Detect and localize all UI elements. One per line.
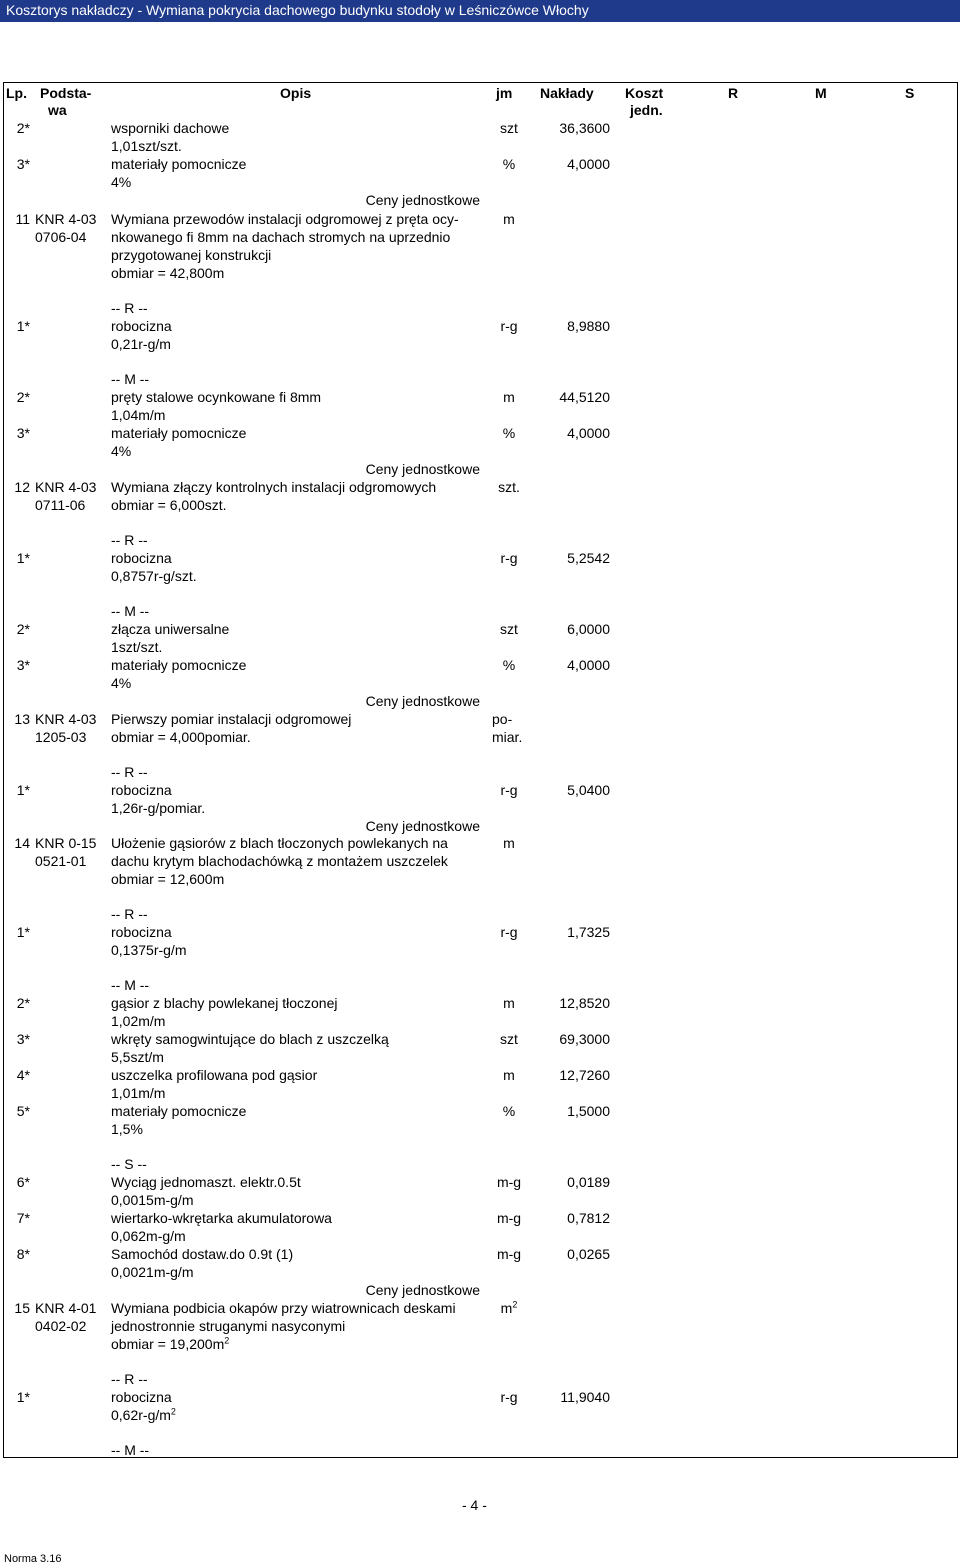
section-label-ceny: Ceny jednostkowe: [365, 818, 480, 834]
unit-cell: szt.: [498, 479, 520, 495]
description-text: Ułożenie gąsiorów z blach tłoczonych powlekanych na: [111, 835, 448, 851]
knr-basis: KNR 4-01: [35, 1300, 97, 1316]
header-koszt-cont: jedn.: [630, 102, 663, 118]
resource-number: 3*: [16, 657, 30, 673]
description-text: Wymiana przewodów instalacji odgromowej z pręta ocy-: [111, 211, 459, 227]
unit-cell: m-g: [496, 1210, 522, 1226]
description-text: 4%: [111, 174, 132, 190]
resource-number: 3*: [16, 425, 30, 441]
description-text: materiały pomocnicze: [111, 657, 247, 673]
description-text: robocizna: [111, 1389, 172, 1405]
quantity-value: 6,0000: [567, 621, 610, 637]
unit-cell: r-g: [500, 318, 518, 334]
description-text: -- M --: [111, 1442, 150, 1458]
description-text: -- R --: [111, 1371, 148, 1387]
resource-number: 1*: [16, 924, 30, 940]
description-text: 0,1375r-g/m: [111, 942, 187, 958]
unit-cell: m: [503, 211, 515, 227]
table-border-top: [3, 82, 958, 83]
unit-cell: po-: [492, 711, 513, 727]
header-podstawa-cont: wa: [48, 102, 67, 118]
description-text: wkręty samogwintujące do blach z uszczelką: [111, 1031, 389, 1047]
knr-basis: KNR 0-15: [35, 835, 97, 851]
description-text: materiały pomocnicze: [111, 156, 247, 172]
description-text: Pierwszy pomiar instalacji odgromowej: [111, 711, 352, 727]
section-label-ceny: Ceny jednostkowe: [365, 192, 480, 208]
description-text: Wymiana podbicia okapów przy wiatrownicach deskami: [111, 1300, 456, 1316]
description-text: 0,21r-g/m: [111, 336, 171, 352]
quantity-value: 1,5000: [567, 1103, 610, 1119]
header-m: M: [815, 85, 827, 101]
description-text: wiertarko-wkrętarka akumulatorowa: [111, 1210, 332, 1226]
header-koszt: Koszt: [625, 85, 664, 101]
description-text: 0,0021m-g/m: [111, 1264, 194, 1280]
description-text: -- S --: [111, 1156, 147, 1172]
knr-basis: KNR 4-03: [35, 479, 97, 495]
description-text: robocizna: [111, 924, 172, 940]
description-text: 5,5szt/m: [111, 1049, 164, 1065]
footer-norma: Norma 3.16: [4, 1553, 62, 1565]
description-text: 4%: [111, 443, 132, 459]
section-label-ceny: Ceny jednostkowe: [365, 461, 480, 477]
resource-number: 5*: [16, 1103, 30, 1119]
unit-cell: %: [502, 1103, 516, 1119]
knr-basis: KNR 4-03: [35, 711, 97, 727]
description-text: pręty stalowe ocynkowane fi 8mm: [111, 389, 322, 405]
unit-cell: m: [503, 995, 515, 1011]
item-number: 14: [14, 835, 30, 851]
unit-cell: szt: [500, 621, 518, 637]
description-text: obmiar = 6,000szt.: [111, 497, 227, 513]
unit-cell: miar.: [492, 729, 523, 745]
knr-basis: 0711-06: [35, 497, 86, 513]
resource-number: 1*: [16, 318, 30, 334]
quantity-value: 4,0000: [567, 425, 610, 441]
unit-cell: m: [503, 389, 515, 405]
description-text: Wymiana złączy kontrolnych instalacji odgromowych: [111, 479, 437, 495]
header-opis: Opis: [280, 85, 312, 101]
resource-number: 2*: [16, 389, 30, 405]
quantity-value: 11,9040: [560, 1389, 610, 1405]
description-text: obmiar = 42,800m: [111, 265, 225, 281]
description-text: 1szt/szt.: [111, 639, 163, 655]
knr-basis: KNR 4-03: [35, 211, 97, 227]
unit-cell: m: [503, 835, 515, 851]
resource-number: 1*: [16, 782, 30, 798]
resource-number: 1*: [16, 1389, 30, 1405]
document-title: Kosztorys nakładczy - Wymiana pokrycia dachowego budynku stodoły w Leśniczówce Włochy: [6, 2, 589, 18]
description-text: 1,01szt/szt.: [111, 138, 182, 154]
description-text: 0,0015m-g/m: [111, 1192, 194, 1208]
unit-cell: r-g: [500, 924, 518, 940]
description-text: -- R --: [111, 906, 148, 922]
header-naklady: Nakłady: [540, 85, 594, 101]
page-number: - 4 -: [462, 1497, 487, 1513]
resource-number: 1*: [16, 550, 30, 566]
knr-basis: 0521-01: [35, 853, 87, 869]
quantity-value: 5,2542: [567, 550, 610, 566]
quantity-value: 0,0189: [567, 1174, 610, 1190]
description-text: -- M --: [111, 603, 150, 619]
table-border-right: [957, 82, 958, 1458]
item-number: 11: [15, 211, 30, 227]
resource-number: 4*: [16, 1067, 30, 1083]
unit-cell: szt: [500, 1031, 518, 1047]
quantity-value: 44,5120: [559, 389, 610, 405]
unit-cell: r-g: [500, 550, 518, 566]
resource-number: 7*: [16, 1210, 30, 1226]
description-text: 1,26r-g/pomiar.: [111, 800, 206, 816]
resource-number: 2*: [16, 621, 30, 637]
description-text: uszczelka profilowana pod gąsior: [111, 1067, 318, 1083]
description-text: gąsior z blachy powlekanej tłoczonej: [111, 995, 338, 1011]
header-jm: jm: [496, 85, 513, 101]
header-r: R: [728, 85, 739, 101]
quantity-value: 8,9880: [567, 318, 610, 334]
resource-number: 3*: [16, 156, 30, 172]
description-text: -- R --: [111, 300, 148, 316]
description-text: 1,01m/m: [111, 1085, 166, 1101]
description-text: 1,02m/m: [111, 1013, 166, 1029]
quantity-value: 4,0000: [567, 657, 610, 673]
description-text: wsporniki dachowe: [111, 120, 230, 136]
description-text: robocizna: [111, 550, 172, 566]
quantity-value: 4,0000: [567, 156, 610, 172]
description-text: 1,04m/m: [111, 407, 166, 423]
description-text: Samochód dostaw.do 0.9t (1): [111, 1246, 294, 1262]
section-label-ceny: Ceny jednostkowe: [365, 1282, 480, 1298]
resource-number: 3*: [16, 1031, 30, 1047]
resource-number: 8*: [16, 1246, 30, 1262]
description-text: -- M --: [111, 977, 150, 993]
resource-number: 2*: [16, 995, 30, 1011]
unit-cell: m: [503, 1067, 515, 1083]
unit-cell: %: [502, 156, 516, 172]
description-text: -- R --: [111, 764, 148, 780]
description-text: -- R --: [111, 532, 148, 548]
description-text: robocizna: [111, 318, 172, 334]
unit-cell: %: [502, 657, 516, 673]
description-text: 0,8757r-g/szt.: [111, 568, 197, 584]
description-text: 4%: [111, 675, 132, 691]
quantity-value: 1,7325: [567, 924, 610, 940]
resource-number: 2*: [16, 120, 30, 136]
quantity-value: 36,3600: [559, 120, 610, 136]
quantity-value: 12,8520: [559, 995, 610, 1011]
unit-cell: %: [502, 425, 516, 441]
quantity-value: 0,0265: [567, 1246, 610, 1262]
description-text: robocizna: [111, 782, 172, 798]
description-text: nkowanego fi 8mm na dachach stromych na uprzednio: [111, 229, 451, 245]
header-lp: Lp.: [6, 85, 27, 101]
section-label-ceny: Ceny jednostkowe: [365, 693, 480, 709]
knr-basis: 0706-04: [35, 229, 87, 245]
description-text: obmiar = 4,000pomiar.: [111, 729, 251, 745]
description-text: -- M --: [111, 371, 150, 387]
description-text: jednostronnie struganymi nasyconymi: [111, 1318, 346, 1334]
header-podstawa: Podsta-: [40, 85, 92, 101]
knr-basis: 1205-03: [35, 729, 87, 745]
unit-cell: m-g: [496, 1174, 522, 1190]
description-text: $0,62r-g/m^2$: [111, 1406, 176, 1423]
unit-cell: szt: [500, 120, 518, 136]
description-text: złącza uniwersalne: [111, 621, 230, 637]
description-text: przygotowanej konstrukcji: [111, 247, 272, 263]
description-text: obmiar = 12,600m: [111, 871, 225, 887]
title-bar: [0, 0, 960, 22]
item-number: 15: [14, 1300, 30, 1316]
quantity-value: 69,3000: [559, 1031, 610, 1047]
item-number: 13: [14, 711, 30, 727]
description-text: obmiar = $19,200m^2$: [111, 1335, 230, 1352]
unit-cell: $m^2$: [500, 1299, 518, 1316]
quantity-value: 12,7260: [559, 1067, 610, 1083]
description-text: 0,062m-g/m: [111, 1228, 186, 1244]
unit-cell: m-g: [496, 1246, 522, 1262]
quantity-value: 0,7812: [567, 1210, 610, 1226]
description-text: materiały pomocnicze: [111, 425, 247, 441]
unit-cell: r-g: [500, 782, 518, 798]
resource-number: 6*: [16, 1174, 30, 1190]
description-text: 1,5%: [111, 1121, 143, 1137]
quantity-value: 5,0400: [567, 782, 610, 798]
description-text: Wyciąg jednomaszt. elektr.0.5t: [111, 1174, 301, 1190]
description-text: dachu krytym blachodachówką z montażem uszczelek: [111, 853, 448, 869]
knr-basis: 0402-02: [35, 1318, 87, 1334]
item-number: 12: [14, 479, 30, 495]
description-text: materiały pomocnicze: [111, 1103, 247, 1119]
header-s: S: [905, 85, 915, 101]
unit-cell: r-g: [500, 1389, 518, 1405]
